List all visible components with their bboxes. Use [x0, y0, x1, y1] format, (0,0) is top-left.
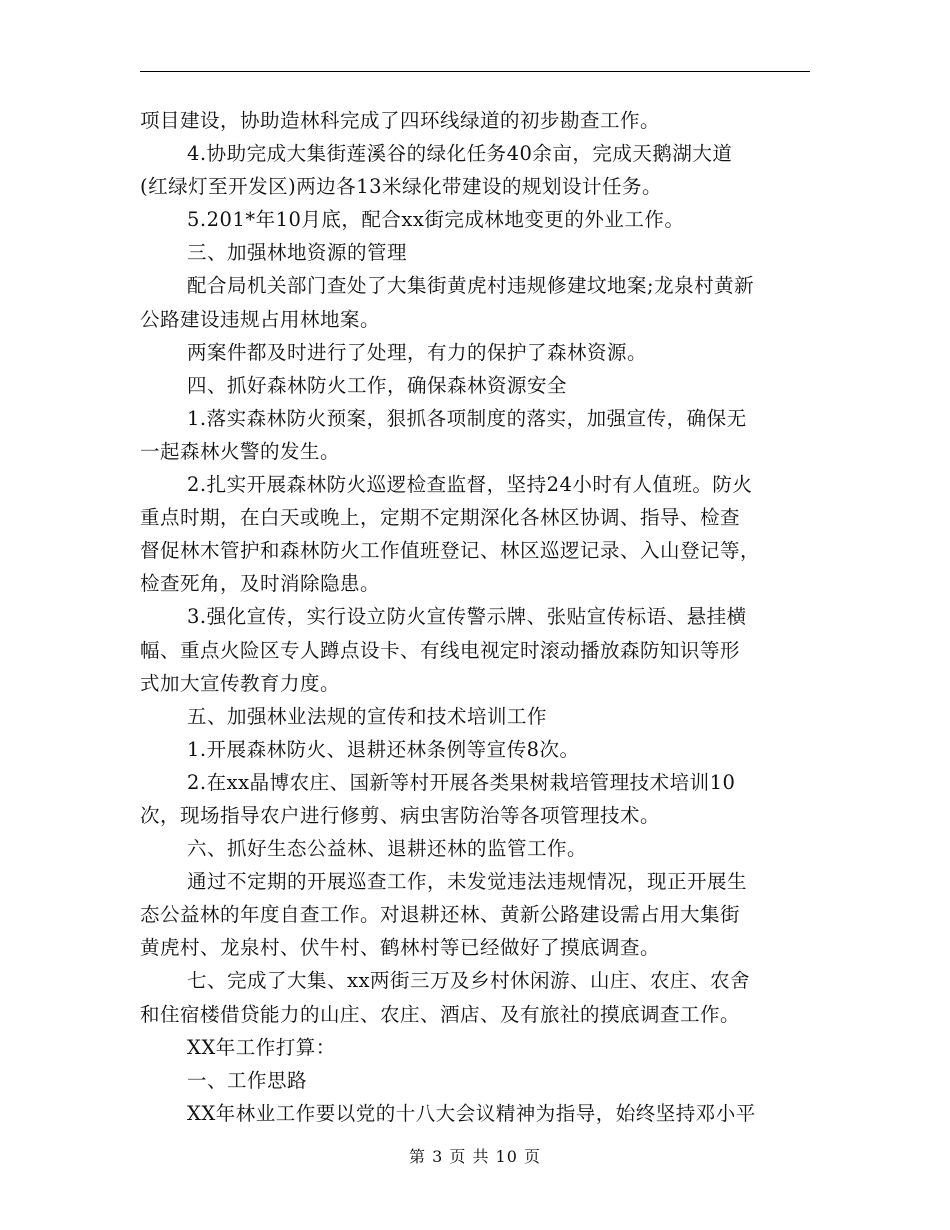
- text-line: 通过不定期的开展巡查工作，未发觉违法违规情况，现正开展生: [187, 870, 748, 894]
- text-line: 1.落实森林防火预案，狠抓各项制度的落实，加强宣传，确保无: [187, 406, 747, 430]
- text-line: 和住宿楼借贷能力的山庄、农庄、酒店、及有旅社的摸底调查工作。: [140, 1002, 741, 1026]
- text-line: 式加大宣传教育力度。: [140, 671, 341, 695]
- text-line: 1.开展森林防火、退耕还林条例等宣传8次。: [187, 737, 580, 761]
- text-line: 幅、重点火险区专人蹲点设卡、有线电视定时滚动播放森防知识等形: [140, 638, 741, 662]
- text-line: 七、完成了大集、xx两街三万及乡村休闲游、山庄、农庄、农舍: [187, 969, 750, 993]
- text-line: 检查死角，及时消除隐患。: [140, 572, 381, 596]
- text-line: 重点时期，在白天或晚上，定期不定期深化各林区协调、指导、检查: [140, 506, 741, 530]
- text-line: 五、加强林业法规的宣传和技术培训工作: [187, 704, 548, 728]
- text-line: 4.协助完成大集街莲溪谷的绿化任务40余亩，完成天鹅湖大道: [187, 142, 733, 166]
- text-line: 配合局机关部门查处了大集街黄虎村违规修建坟地案;龙泉村黄新: [187, 274, 755, 298]
- text-line: 黄虎村、龙泉村、伏牛村、鹤林村等已经做好了摸底调查。: [140, 936, 661, 960]
- text-line: 项目建设，协助造林科完成了四环线绿道的初步勘查工作。: [140, 109, 661, 132]
- text-line: 3.强化宣传，实行设立防火宣传警示牌、张贴宣传标语、悬挂横: [187, 605, 747, 629]
- header-rule: [140, 71, 810, 72]
- text-line: 态公益林的年度自查工作。对退耕还林、黄新公路建设需占用大集街: [140, 903, 741, 927]
- text-line: 次，现场指导农户进行修剪、病虫害防治等各项管理技术。: [140, 803, 661, 827]
- text-line: 5.201*年10月底，配合xx街完成林地变更的外业工作。: [187, 208, 685, 232]
- text-line: XX年林业工作要以党的十八大会议精神为指导，始终坚持邓小平: [187, 1101, 756, 1125]
- text-line: 公路建设违规占用林地案。: [140, 307, 381, 331]
- text-line: 2.在xx晶博农庄、国新等村开展各类果树栽培管理技术培训10: [187, 770, 736, 794]
- text-line: 三、加强林地资源的管理: [187, 241, 408, 265]
- text-line: 一、工作思路: [187, 1068, 308, 1092]
- text-line: XX年工作打算：: [187, 1035, 336, 1059]
- text-line: (红绿灯至开发区)两边各13米绿化带建设的规划设计任务。: [140, 175, 663, 199]
- text-line: 一起森林火警的发生。: [140, 439, 341, 463]
- text-line: 六、抓好生态公益林、退耕还林的监管工作。: [187, 837, 588, 861]
- text-line: 四、抓好森林防火工作，确保森林资源安全: [187, 373, 568, 397]
- text-line: 两案件都及时进行了处理，有力的保护了森林资源。: [187, 340, 648, 364]
- text-line: 2.扎实开展森林防火巡逻检查监督，坚持24小时有人值班。防火: [187, 473, 753, 497]
- page-footer: 第 3 页 共 10 页: [409, 1147, 541, 1166]
- document-body: [140, 104, 810, 1130]
- text-line: 督促林木管护和森林防火工作值班登记、林区巡逻记录、入山登记等，: [140, 539, 761, 563]
